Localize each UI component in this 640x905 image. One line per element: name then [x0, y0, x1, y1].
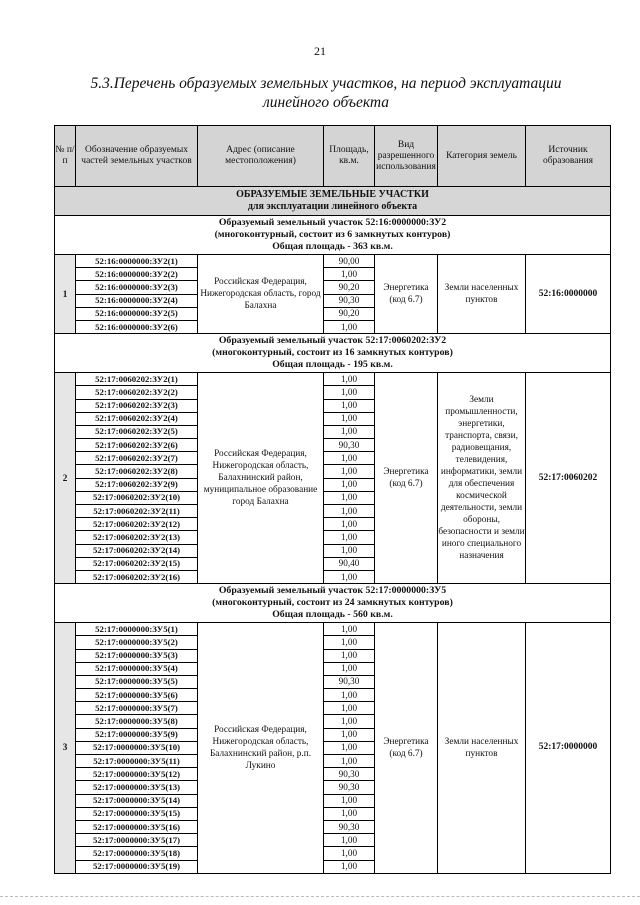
plot-designation: 52:17:0000000:ЗУ5(9): [76, 728, 198, 741]
permitted-use-cell: Энергетика (код 6.7): [375, 255, 438, 334]
plot-designation: 52:17:0060202:ЗУ2(8): [76, 465, 198, 478]
section-title-line-1: ОБРАЗУЕМЫЕ ЗЕМЕЛЬНЫЕ УЧАСТКИ: [236, 189, 429, 200]
area-cell: 1,00: [324, 649, 375, 662]
area-cell: 1,00: [324, 531, 375, 544]
land-category-cell: Земли населенных пунктов: [438, 623, 526, 874]
area-cell: 90,30: [324, 820, 375, 833]
area-cell: 1,00: [324, 689, 375, 702]
group-title-line-1: Образуемый земельный участок 52:17:0060202:ЗУ2: [218, 335, 447, 347]
area-cell: 90,30: [324, 768, 375, 781]
group-title-line-3: Общая площадь - 560 кв.м.: [272, 609, 393, 621]
area-cell: 1,00: [324, 373, 375, 386]
header-land-category: Категория земель: [438, 126, 526, 187]
group-header-row: [55, 334, 611, 373]
plot-designation: 52:17:0060202:ЗУ2(4): [76, 412, 198, 425]
row-number: 3: [55, 623, 76, 874]
plot-designation: 52:17:0000000:ЗУ5(7): [76, 702, 198, 715]
page-title: 5.3.Перечень образуемых земельных участков, на период эксплуатации линейного объекта: [90, 75, 562, 111]
area-cell: 90,30: [324, 439, 375, 452]
plot-designation: 52:17:0000000:ЗУ5(6): [76, 689, 198, 702]
area-cell: 90,00: [324, 255, 375, 268]
area-cell: 90,30: [324, 294, 375, 307]
plot-designation: 52:17:0000000:ЗУ5(5): [76, 675, 198, 688]
area-cell: 1,00: [324, 715, 375, 728]
area-cell: 1,00: [324, 465, 375, 478]
plot-designation: 52:17:0000000:ЗУ5(13): [76, 781, 198, 794]
plot-designation: 52:17:0060202:ЗУ2(15): [76, 557, 198, 570]
plot-designation: 52:16:0000000:ЗУ2(1): [76, 255, 198, 268]
address-cell: Российская Федерация, Нижегородская область, Балахнинский район, р.п. Лукино: [198, 623, 324, 874]
page-number: 21: [314, 44, 326, 58]
plot-designation: 52:16:0000000:ЗУ2(5): [76, 307, 198, 320]
plot-designation: 52:17:0000000:ЗУ5(10): [76, 741, 198, 754]
group-header-row: [55, 216, 611, 255]
area-cell: 1,00: [324, 807, 375, 820]
area-cell: 1,00: [324, 570, 375, 583]
plot-designation: 52:17:0000000:ЗУ5(3): [76, 649, 198, 662]
area-cell: 90,20: [324, 281, 375, 294]
area-cell: 1,00: [324, 755, 375, 768]
group-title-line-1: Образуемый земельный участок 52:17:0000000:ЗУ5: [218, 585, 447, 597]
header-address: Адрес (описание местоположения): [198, 126, 324, 187]
address-cell: Российская Федерация, Нижегородская область, Балахнинский район, муниципальное образование город Балахна: [198, 373, 324, 584]
plot-designation: 52:17:0060202:ЗУ2(10): [76, 491, 198, 504]
area-cell: 90,20: [324, 307, 375, 320]
area-cell: 1,00: [324, 847, 375, 860]
plot-designation: 52:17:0060202:ЗУ2(13): [76, 531, 198, 544]
plot-designation: 52:17:0060202:ЗУ2(9): [76, 478, 198, 491]
plot-designation: 52:17:0000000:ЗУ5(16): [76, 820, 198, 833]
plot-designation: 52:16:0000000:ЗУ2(3): [76, 281, 198, 294]
plot-designation: 52:17:0060202:ЗУ2(14): [76, 544, 198, 557]
plot-designation: 52:17:0000000:ЗУ5(18): [76, 847, 198, 860]
header-designation: Обозначение образуемых частей земельных участков: [76, 126, 198, 187]
table-header-row: [55, 126, 611, 187]
area-cell: 1,00: [324, 320, 375, 333]
row-number: 2: [55, 373, 76, 584]
area-cell: 1,00: [324, 728, 375, 741]
area-cell: 1,00: [324, 860, 375, 873]
area-cell: 1,00: [324, 544, 375, 557]
permitted-use-cell: Энергетика (код 6.7): [375, 373, 438, 584]
area-cell: 1,00: [324, 412, 375, 425]
area-cell: 1,00: [324, 399, 375, 412]
plot-designation: 52:17:0060202:ЗУ2(5): [76, 425, 198, 438]
permitted-use-cell: Энергетика (код 6.7): [375, 623, 438, 874]
plot-designation: 52:17:0060202:ЗУ2(2): [76, 386, 198, 399]
group-title-line-1: Образуемый земельный участок 52:16:0000000:ЗУ2: [218, 217, 447, 228]
area-cell: 1,00: [324, 834, 375, 847]
table-row: [55, 623, 611, 636]
source-cell: 52:16:0000000: [526, 255, 611, 334]
table-row: [55, 373, 611, 386]
plot-designation: 52:17:0000000:ЗУ5(14): [76, 794, 198, 807]
plot-designation: 52:17:0060202:ЗУ2(3): [76, 399, 198, 412]
area-cell: 1,00: [324, 794, 375, 807]
plot-designation: 52:16:0000000:ЗУ2(4): [76, 294, 198, 307]
area-cell: 1,00: [324, 452, 375, 465]
group-title-line-2: (многоконтурный, состоит из 24 замкнутых контуров): [212, 597, 453, 609]
section-title-line-2: для эксплуатации линейного объекта: [247, 201, 418, 212]
page-bottom-edge: [0, 896, 640, 897]
plot-designation: 52:17:0000000:ЗУ5(2): [76, 636, 198, 649]
table-row: [55, 255, 611, 268]
section-title-row: [55, 187, 611, 216]
header-source: Источник образования: [526, 126, 611, 187]
plot-designation: 52:17:0000000:ЗУ5(1): [76, 623, 198, 636]
plot-designation: 52:17:0060202:ЗУ2(12): [76, 518, 198, 531]
source-cell: 52:17:0060202: [526, 373, 611, 584]
group-title-line-3: Общая площадь - 195 кв.м.: [272, 359, 393, 371]
group-title-line-2: (многоконтурный, состоит из 6 замкнутых контуров): [214, 229, 451, 240]
plot-designation: 52:17:0000000:ЗУ5(15): [76, 807, 198, 820]
table-body: [55, 187, 611, 874]
area-cell: 1,00: [324, 505, 375, 518]
plot-designation: 52:17:0060202:ЗУ2(6): [76, 439, 198, 452]
land-category-cell: Земли промышленности, энергетики, транспорта, связи, радиовещания, телевидения, информатики, земли для обеспечения космической деятельности, земли обороны, безопасности и земли иного специального назначения: [438, 373, 526, 584]
area-cell: 1,00: [324, 623, 375, 636]
area-cell: 1,00: [324, 268, 375, 281]
plot-designation: 52:17:0060202:ЗУ2(16): [76, 570, 198, 583]
area-cell: 1,00: [324, 478, 375, 491]
area-cell: 1,00: [324, 636, 375, 649]
plot-designation: 52:17:0000000:ЗУ5(4): [76, 662, 198, 675]
area-cell: 1,00: [324, 518, 375, 531]
area-cell: 1,00: [324, 425, 375, 438]
plot-designation: 52:17:0000000:ЗУ5(8): [76, 715, 198, 728]
area-cell: 1,00: [324, 491, 375, 504]
area-cell: 1,00: [324, 741, 375, 754]
plot-designation: 52:17:0000000:ЗУ5(17): [76, 834, 198, 847]
area-cell: 90,40: [324, 557, 375, 570]
area-cell: 90,30: [324, 781, 375, 794]
area-cell: 90,30: [324, 675, 375, 688]
group-header-row: [55, 584, 611, 623]
area-cell: 1,00: [324, 386, 375, 399]
plot-designation: 52:17:0060202:ЗУ2(7): [76, 452, 198, 465]
group-title-line-2: (многоконтурный, состоит из 16 замкнутых контуров): [212, 347, 453, 359]
plot-designation: 52:17:0000000:ЗУ5(11): [76, 755, 198, 768]
plot-designation: 52:17:0000000:ЗУ5(19): [76, 860, 198, 873]
group-title-line-3: Общая площадь - 363 кв.м.: [272, 241, 393, 252]
header-number: № п/п: [55, 126, 76, 187]
area-cell: 1,00: [324, 662, 375, 675]
land-plots-table: [54, 125, 611, 874]
source-cell: 52:17:0000000: [526, 623, 611, 874]
plot-designation: 52:17:0000000:ЗУ5(12): [76, 768, 198, 781]
row-number: 1: [55, 255, 76, 334]
plot-designation: 52:16:0000000:ЗУ2(6): [76, 320, 198, 333]
plot-designation: 52:17:0060202:ЗУ2(1): [76, 373, 198, 386]
land-category-cell: Земли населенных пунктов: [438, 255, 526, 334]
plot-designation: 52:17:0060202:ЗУ2(11): [76, 505, 198, 518]
plot-designation: 52:16:0000000:ЗУ2(2): [76, 268, 198, 281]
area-cell: 1,00: [324, 702, 375, 715]
header-area: Площадь, кв.м.: [324, 126, 375, 187]
header-permitted-use: Вид разрешенного использования: [375, 126, 438, 187]
address-cell: Российская Федерация, Нижегородская область, город Балахна: [198, 255, 324, 334]
